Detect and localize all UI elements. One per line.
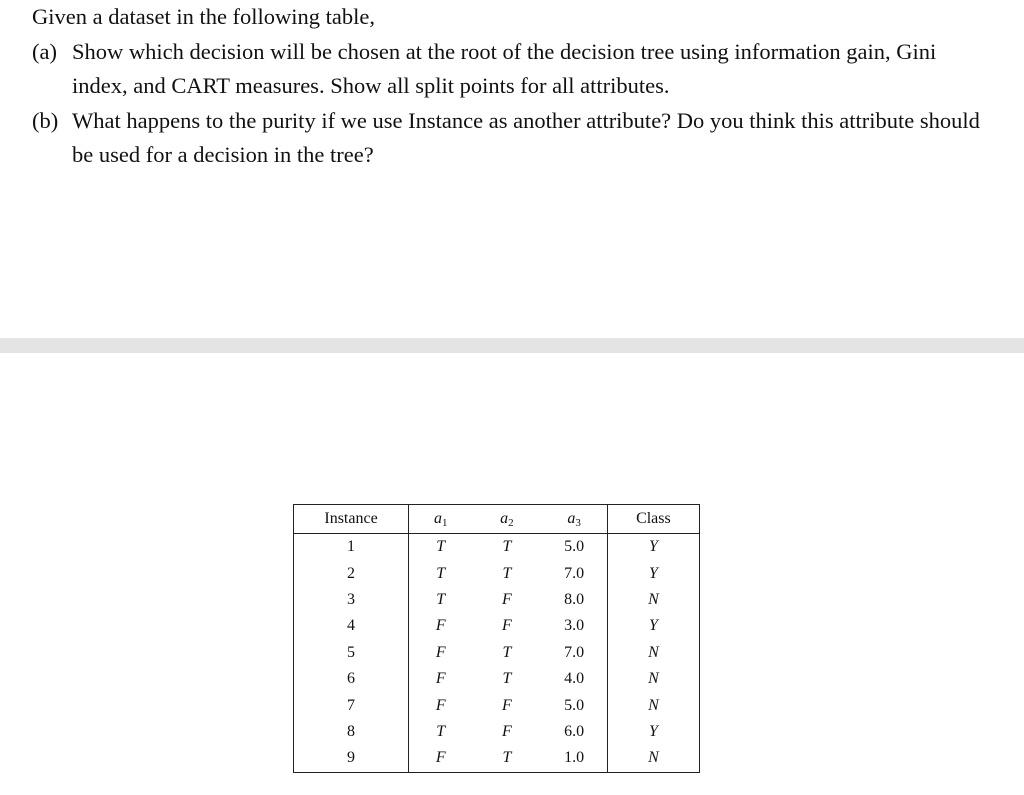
cell-instance: 4 [294,613,409,639]
cell-a3: 1.0 [541,745,607,772]
dataset-table-container [293,504,700,771]
header-a2-base: a [500,509,509,527]
cell-class: N [648,590,659,608]
header-a1 [409,505,473,534]
cell-instance: 7 [294,692,409,718]
cell-a1: T [436,538,446,556]
table-row [294,560,700,586]
part-a-text: Show which decision will be chosen at the root of the decision tree using information gain, Gini index, and CART measures. Show all split points for all attributes. [72,38,937,98]
cell-a2: F [502,590,512,608]
cell-instance: 3 [294,587,409,613]
table-row [294,666,700,692]
table-row [294,534,700,561]
cell-class: N [648,643,659,661]
table-row [294,745,700,772]
cell-a1: F [435,617,446,635]
table-body [294,534,700,773]
cell-a3: 7.0 [541,640,607,666]
table-header-row [294,505,700,534]
cell-instance: 5 [294,640,409,666]
cell-a2: T [502,538,512,556]
table-row [294,613,700,639]
part-a-label: (a) [32,38,57,64]
cell-class: Y [648,722,658,740]
cell-instance: 8 [294,719,409,745]
cell-a2: T [502,643,512,661]
cell-a1: T [436,722,446,740]
cell-a2: T [502,670,512,688]
cell-instance: 1 [294,534,409,561]
cell-a1: F [435,643,446,661]
cell-a3: 8.0 [541,587,607,613]
cell-a3: 5.0 [541,534,607,561]
cell-instance: 6 [294,666,409,692]
table-row [294,719,700,745]
header-class: Class [607,505,699,534]
table-row [294,587,700,613]
section-divider [0,338,1024,353]
cell-a1: F [435,749,446,767]
header-a1-base: a [433,509,442,527]
cell-a3: 6.0 [541,719,607,745]
cell-instance: 9 [294,745,409,772]
cell-class: Y [648,564,658,582]
cell-a3: 5.0 [541,692,607,718]
cell-a3: 3.0 [541,613,607,639]
question-part-b [32,104,992,173]
cell-a1: F [435,696,446,714]
cell-a2: T [502,564,512,582]
cell-a1: F [435,670,446,688]
cell-class: N [648,749,659,767]
header-instance: Instance [294,505,409,534]
cell-a1: T [436,590,446,608]
table-row [294,640,700,666]
cell-a3: 4.0 [541,666,607,692]
dataset-table [293,504,700,773]
cell-class: N [648,696,659,714]
cell-class: Y [648,617,658,635]
question-part-a [32,35,992,104]
question-intro: Given a dataset in the following table, [32,4,376,29]
cell-a2: T [502,749,512,767]
header-a1-sub: 1 [441,516,448,529]
header-a3 [541,505,607,534]
table-row [294,692,700,718]
cell-instance: 2 [294,560,409,586]
header-a2-sub: 2 [508,516,514,529]
cell-a2: F [502,722,512,740]
part-b-label: (b) [32,107,59,133]
part-b-text: What happens to the purity if we use Instance as another attribute? Do you think this attribute should be used for a decision in the tree? [72,107,980,167]
cell-a2: F [502,617,512,635]
cell-class: Y [648,538,658,556]
header-a3-base: a [567,509,576,527]
cell-a3: 7.0 [541,560,607,586]
header-a2 [472,505,541,534]
cell-a1: T [436,564,446,582]
header-a3-sub: 3 [575,516,581,529]
cell-a2: F [502,696,512,714]
question-text [32,0,992,173]
cell-class: N [648,670,659,688]
